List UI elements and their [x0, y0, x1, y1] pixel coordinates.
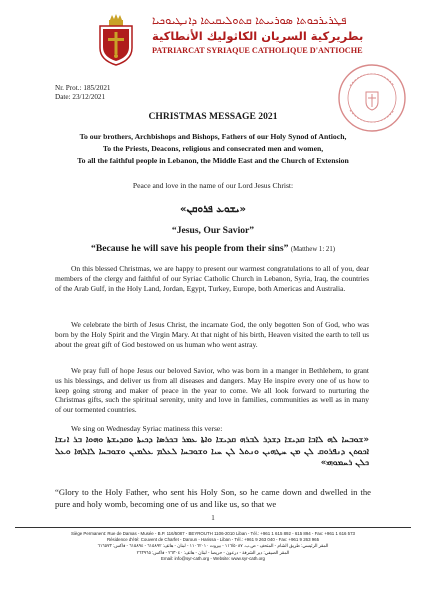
paragraph-text: On this blessed Christmas, we are happy to present our warmest congratulations to all of you, dear members of the clergy and faithful of our Syriac Catholic Church in Lebanon, Syria, Iraq, the countries of the Arab Gulf, in the Holy Land, Jordan, Egypt, Turkey, Europe, both Americas and Australia. — [55, 264, 369, 293]
body-paragraph — [55, 366, 369, 415]
header-french-name: PATRIARCAT SYRIAQUE CATHOLIQUE D'ANTIOCHE — [152, 46, 363, 55]
addressees — [20, 131, 406, 167]
document-title: CHRISTMAS MESSAGE 2021 — [148, 111, 278, 122]
paragraph-text: We celebrate the birth of Jesus Christ, the incarnate God, the only begotten Son of God, who was born by the Holy Spirit and the Virgin Mary. At that night of his birth, Heaven visited the earth to tell us about the great gift of God bestowed on us human who went astray. — [55, 320, 369, 349]
header-arabic-name: بطريركية السريان الكاثوليك الأنطاكية — [152, 29, 364, 43]
header-syriac-name: ܦܛܪܝܪܟܘܬܐ ܣܘܪܝܝܬܐ ܩܬܘܠܝܩܝܬܐ ܕܐܢܛܝܘܟܝܐ — [152, 14, 347, 27]
footer-divider — [15, 527, 411, 528]
letter-date: Date: 23/12/2021 — [55, 93, 106, 101]
reference-block — [55, 84, 111, 102]
body-paragraph — [55, 320, 369, 349]
verse-heading — [0, 243, 426, 254]
official-stamp — [336, 62, 408, 134]
subtitle: “Jesus, Our Savior” — [171, 225, 255, 236]
paragraph-text: We pray full of hope Jesus our beloved Savior, who was born in a manger in Bethlehem, to grant us his blessings, and deliver us from all diseases and dangers. May He inspire every one of us how to keep going strong and maker of peace in the year to come. We all look forward to nurturing the Christmas gifts, such the spiritual serenity, unity and love in families, communities as well as in many of our tormented countries. — [55, 366, 369, 415]
footer-contact-line: Email: info@syr-cath.org - Website: www.syr-cath.org — [161, 555, 265, 561]
footer — [15, 531, 411, 562]
verse-reference: (Matthew 1: 21) — [290, 246, 335, 253]
page-number: 1 — [211, 514, 215, 522]
verse-text: “Because he will save his people from their sins” — [91, 243, 289, 254]
body-paragraph — [55, 424, 369, 434]
footer-address-line-arabic: المقر الصيفي: دير الشرفة - درعون - حريصا - لبنان - هاتف: ٢٦٣٠٤٠ - فاكس: ٢٦٣٩٦٥ — [136, 549, 290, 555]
footer-address-line-arabic: المقر الرئيسي: طريق الشام - المتحف - ص.ب. ١١٦/٥٠٨٧ - بيروت ١١٠٦٢٠١٠ - لبنان - هاتف: ٦١٥٨٩٢ - ٦١٥٨٩٤ - فاكس: ٦١٦٥٧٣ — [97, 543, 329, 549]
footer-address-line: Résidence d'été: Couvent de Charfet - Daroun - Harissa - Liban - Tél.: +961 9 263 040 - Fax: +961 9 263 965 — [106, 537, 320, 543]
syriac-hymn-verse: «ܫܘܒܚܐ ܠܗ ܠܐܒܐ ܩܕܝܫܐ ܕܫܕܪ ܠܒܪܗ ܩܕܝܫܐ ܘܐܬܐ ܥܡܪ ܒܟܪܣܐ ܕܟܝܬܐ ܘܩܕܝܫܬܐ ܘܗܘܐ ܒܪ ܐܢܫܐ ܐܟܘܬܢ ܕܢܦܪܘܩ ܠܢ ܡܢ ܚܛܗܝܢ ܘܢܬܠ ܠܢ ܚܝܐ ܘܫܘܒܚܐ ܠܥܠܡ ܥܠܡܝܢ ܘܫܘܒܚܐ ܠܐܠܗܐ ܘܥܠ ܟܠܢ ܪܚܡܘܗܝ» — [55, 435, 369, 468]
syriac-title: «ܝܫܘܥ ܦܪܘܩܢ» — [180, 204, 246, 215]
addressee-line: To all the faithful people in Lebanon, the Middle East and the Church of Extension — [77, 156, 349, 165]
addressee-line: To the Priests, Deacons, religious and consecrated men and women, — [102, 144, 324, 153]
paragraph-text: We sing on Wednesday Syriac matiness this verse: — [71, 424, 223, 433]
protocol-number: Nr. Prot.: 185/2021 — [55, 84, 111, 92]
addressee-line: To our brothers, Archbishops and Bishops, Fathers of our Holy Synod of Antioch, — [79, 132, 347, 141]
body-paragraph — [55, 264, 369, 293]
footer-address-line: Siège Permanent: Rue de Damas - Musée - B.P. 116/5087 - BEYROUTH 1106-2010 Liban - Tél.: +961 1 615 892 - 615 894 - Fax: +961 1 616 573 — [70, 531, 356, 536]
hymn-translation: “Glory to the Holy Father, who sent his Holy Son, so he came down and dwelled in the pure and holy womb, becoming one of us and like us, so that we — [55, 487, 371, 509]
patriarchate-crest-icon — [96, 14, 136, 66]
greeting: Peace and love in the name of our Lord Jesus Christ: — [132, 181, 294, 190]
